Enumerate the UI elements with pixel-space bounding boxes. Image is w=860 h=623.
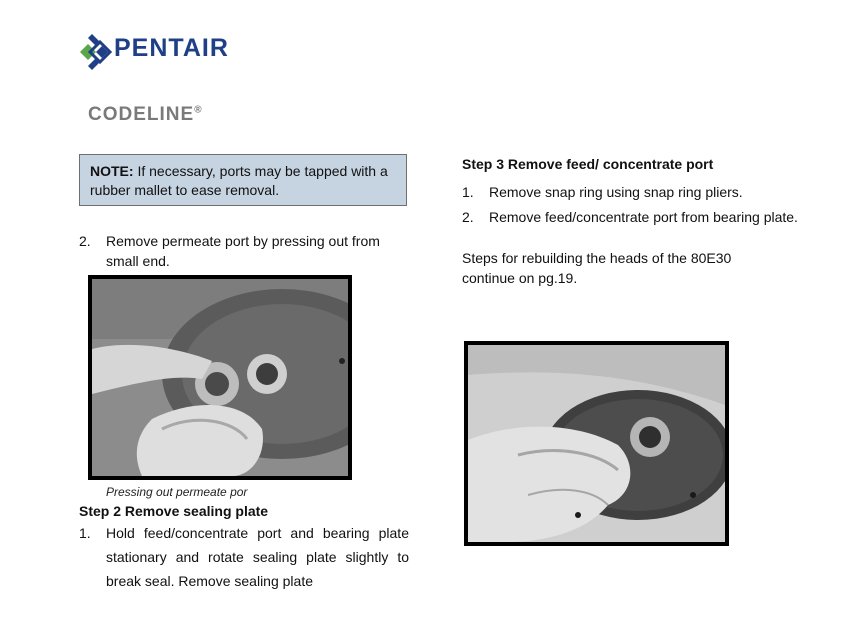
note-box — [79, 154, 407, 206]
note-label: NOTE: — [90, 163, 134, 179]
list-item: 2. Remove permeate port by pressing out from small end. — [79, 233, 380, 269]
list-item: 1. Remove snap ring using snap ring pliers. — [462, 184, 743, 200]
product-name: CODELINE® — [88, 104, 203, 125]
list-item: 1. Hold feed/concentrate port and bearing plate stationary and rotate sealing plate slightly to break seal. Remove sealing plate — [79, 525, 409, 589]
step2-heading: Step 2 Remove sealing plate — [79, 503, 269, 519]
step3-heading: Step 3 Remove feed/ concentrate port — [462, 156, 714, 172]
photo-pressing-permeate-port — [88, 275, 352, 480]
photo-removing-feed-port — [464, 341, 729, 546]
pentair-logo — [78, 30, 118, 74]
continue-text: Steps for rebuilding the heads of the 80E30 continue on pg.19. — [462, 250, 732, 286]
list-item: 2. Remove feed/concentrate port from bearing plate. — [462, 209, 798, 225]
note-text: If necessary, ports may be tapped with a rubber mallet to ease removal. — [90, 163, 388, 198]
photo-image — [92, 279, 348, 476]
pentair-mark-icon — [78, 30, 118, 74]
photo-image — [468, 345, 725, 542]
photo1-caption: Pressing out permeate por — [106, 485, 248, 499]
brand-name: PENTAIR — [114, 34, 229, 62]
